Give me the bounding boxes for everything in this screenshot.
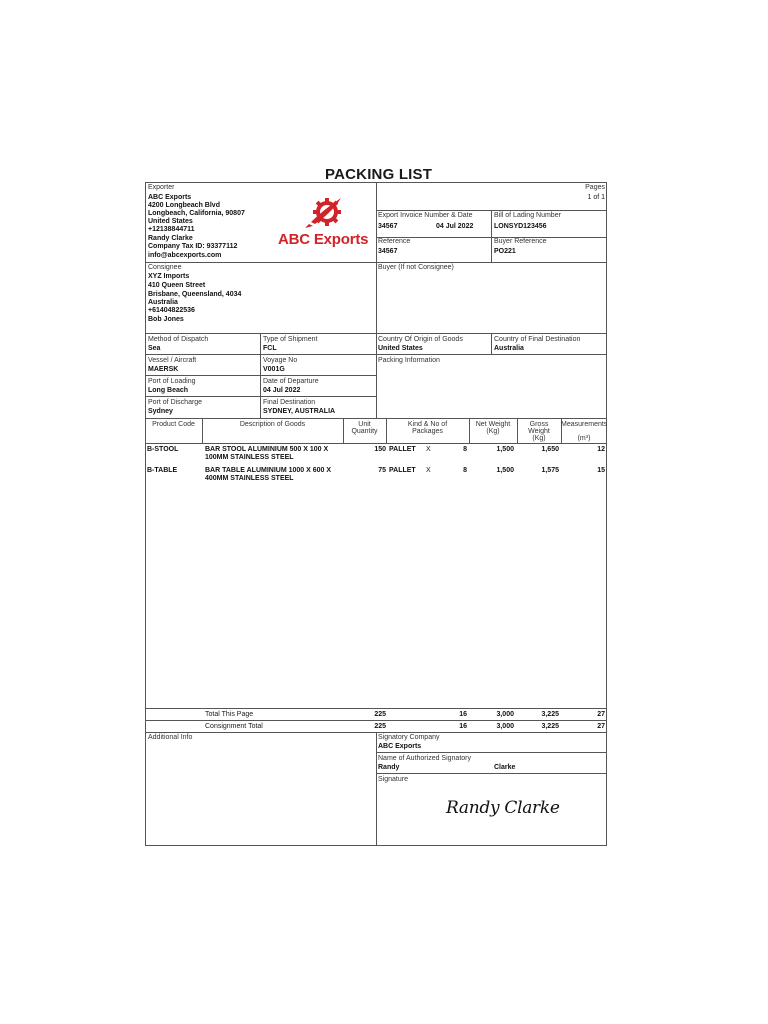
buyer-reference-label: Buyer Reference	[494, 238, 547, 245]
column-header-net-unit: (Kg)	[486, 428, 500, 435]
column-header-unit: Unit	[358, 421, 371, 428]
departure-date-label: Date of Departure	[263, 378, 319, 385]
row-2-net: 1,500	[496, 467, 514, 474]
row-2-desc-line-2: 400MM STAINLESS STEEL	[205, 475, 294, 482]
row-1-desc-line-1: BAR STOOL ALUMINIUM 500 X 100 X	[205, 446, 329, 453]
gear-rocket-icon	[278, 194, 376, 234]
exporter-line: Longbeach, California, 90807	[148, 210, 245, 217]
dispatch-value: Sea	[148, 345, 161, 352]
divider	[491, 210, 492, 262]
invoice-date: 04 Jul 2022	[436, 223, 474, 230]
row-2-gross: 1,575	[541, 467, 559, 474]
signatory-company-label: Signatory Company	[378, 734, 440, 741]
column-header-net-weight: Net Weight	[475, 421, 511, 428]
pages-value: 1 of 1	[587, 194, 605, 201]
column-header-kind: Kind & No of	[407, 421, 448, 428]
pages-label: Pages	[585, 184, 605, 191]
row-1-kind: PALLET	[389, 446, 416, 453]
authorized-last-name: Clarke	[494, 764, 516, 771]
invoice-label: Export Invoice Number & Date	[378, 212, 473, 219]
exporter-line: 4200 Longbeach Blvd	[148, 202, 220, 209]
row-2-x: X	[426, 467, 431, 474]
exporter-line: +12138844711	[148, 226, 195, 233]
voyage-value: V001G	[263, 366, 285, 373]
total-page-gross: 3,225	[541, 711, 559, 718]
consignee-label: Consignee	[148, 264, 182, 271]
total-consignment-meas: 27	[597, 723, 605, 730]
authorized-signatory-label: Name of Authorized Signatory	[378, 755, 471, 762]
column-header-gross-weight: Weight	[528, 428, 550, 435]
exporter-line: United States	[148, 218, 193, 225]
exporter-line: Randy Clarke	[148, 235, 193, 242]
row-1-gross: 1,650	[541, 446, 559, 453]
consignee-line: Bob Jones	[148, 316, 184, 323]
authorized-first-name: Randy	[378, 764, 400, 771]
dispatch-label: Method of Dispatch	[148, 336, 209, 343]
bill-of-lading-label: Bill of Lading Number	[494, 212, 561, 219]
divider	[376, 182, 377, 418]
buyer-label: Buyer (If not Consignee)	[378, 264, 454, 271]
exporter-line: ABC Exports	[148, 194, 192, 201]
total-page-label: Total This Page	[205, 711, 254, 718]
shipment-type-label: Type of Shipment	[263, 336, 318, 343]
column-header-code: Product Code	[152, 421, 195, 428]
total-page-net: 3,000	[496, 711, 514, 718]
divider	[376, 732, 377, 846]
divider	[145, 720, 607, 721]
column-header-measurements: Measurements	[561, 421, 608, 428]
row-1-desc-line-2: 100MM STAINLESS STEEL	[205, 454, 294, 461]
row-2-meas: 15	[597, 467, 605, 474]
consignee-line: Australia	[148, 299, 178, 306]
reference-value: 34567	[378, 248, 398, 255]
packing-info-label: Packing Information	[378, 357, 440, 364]
divider	[145, 708, 607, 709]
column-header-packages: Packages	[412, 428, 443, 435]
country-origin-value: United States	[378, 345, 423, 352]
row-1-meas: 12	[597, 446, 605, 453]
row-1-num: 8	[463, 446, 467, 453]
total-consignment-qty: 225	[374, 723, 386, 730]
column-header-quantity: Quantity	[351, 428, 378, 435]
final-destination-label: Final Destination	[263, 399, 316, 406]
column-header-gross: Gross	[529, 421, 549, 428]
signatory-company-value: ABC Exports	[378, 743, 422, 750]
bill-of-lading-value: LONSYD123456	[494, 223, 547, 230]
reference-label: Reference	[378, 238, 411, 245]
row-2-kind: PALLET	[389, 467, 416, 474]
signature-label: Signature	[378, 776, 408, 783]
row-2-qty: 75	[378, 467, 386, 474]
voyage-label: Voyage No	[263, 357, 298, 364]
row-1-x: X	[426, 446, 431, 453]
buyer-reference-value: PO221	[494, 248, 516, 255]
total-page-num: 16	[459, 711, 467, 718]
handwritten-signature: Randy Clarke	[446, 798, 560, 818]
divider	[260, 333, 261, 418]
total-consignment-gross: 3,225	[541, 723, 559, 730]
additional-info-label: Additional Info	[148, 734, 193, 741]
departure-date-value: 04 Jul 2022	[263, 387, 301, 394]
port-discharge-value: Sydney	[148, 408, 173, 415]
consignee-line: Brisbane, Queensland, 4034	[148, 291, 242, 298]
total-consignment-net: 3,000	[496, 723, 514, 730]
document-title: PACKING LIST	[325, 166, 433, 183]
row-1-code: B-STOOL	[147, 446, 179, 453]
company-logo	[278, 194, 376, 250]
row-1-qty: 150	[374, 446, 386, 453]
divider	[491, 333, 492, 354]
column-header-measure-unit: (m³)	[577, 435, 591, 442]
column-header-description: Description of Goods	[239, 421, 306, 428]
consignee-line: 410 Queen Street	[148, 282, 206, 289]
row-1-net: 1,500	[496, 446, 514, 453]
vessel-value: MAERSK	[148, 366, 179, 373]
consignee-line: +61404822536	[148, 307, 195, 314]
port-discharge-label: Port of Discharge	[148, 399, 203, 406]
row-2-code: B-TABLE	[147, 467, 178, 474]
total-page-meas: 27	[597, 711, 605, 718]
final-destination-value: SYDNEY, AUSTRALIA	[263, 408, 336, 415]
total-consignment-num: 16	[459, 723, 467, 730]
consignee-line: XYZ Imports	[148, 273, 190, 280]
exporter-line: info@abcexports.com	[148, 252, 222, 259]
divider	[376, 752, 607, 753]
divider	[376, 773, 607, 774]
country-origin-label: Country Of Origin of Goods	[378, 336, 463, 343]
total-consignment-label: Consignment Total	[205, 723, 263, 730]
divider	[145, 418, 607, 419]
exporter-label: Exporter	[148, 184, 175, 191]
shipment-type-value: FCL	[263, 345, 277, 352]
row-2-num: 8	[463, 467, 467, 474]
port-loading-label: Port of Loading	[148, 378, 196, 385]
vessel-label: Vessel / Aircraft	[148, 357, 197, 364]
column-header-gross-unit: (Kg)	[532, 435, 546, 442]
country-destination-value: Australia	[494, 345, 524, 352]
exporter-line: Company Tax ID: 93377112	[148, 243, 238, 250]
logo-text: ABC Exports	[278, 231, 369, 248]
row-2-desc-line-1: BAR TABLE ALUMINIUM 1000 X 600 X	[205, 467, 332, 474]
invoice-number: 34567	[378, 223, 398, 230]
country-destination-label: Country of Final Destination	[494, 336, 581, 343]
port-loading-value: Long Beach	[148, 387, 189, 394]
total-page-qty: 225	[374, 711, 386, 718]
